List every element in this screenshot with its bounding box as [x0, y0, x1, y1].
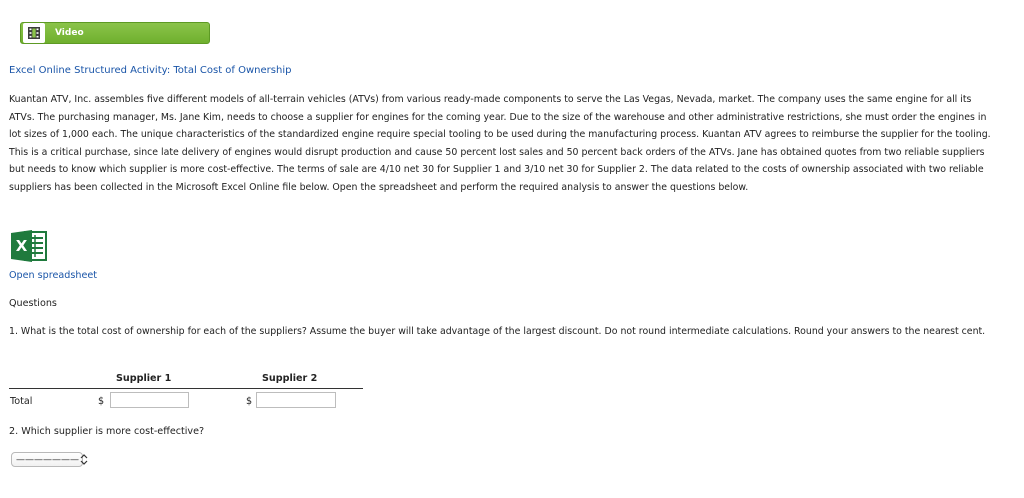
questions-heading: Questions	[9, 298, 57, 309]
question-2-text: 2. Which supplier is more cost-effective?	[9, 426, 205, 437]
excel-icon[interactable]	[10, 229, 48, 263]
activity-title: Excel Online Structured Activity: Total Cost of Ownership	[9, 65, 292, 76]
video-button[interactable]	[20, 22, 210, 44]
supplier-2-total-input[interactable]	[256, 392, 336, 408]
supplier-choice-select[interactable]	[11, 452, 83, 467]
question-1-text: 1. What is the total cost of ownership for each of the suppliers? Assume the buyer will take advantage of the largest discount. Do not round intermediate calculations. Round your answers to the nearest cent.	[9, 326, 986, 337]
supplier-1-currency: $	[98, 396, 105, 407]
supplier-choice-value: ———————	[16, 454, 79, 465]
problem-description: Kuantan ATV, Inc. assembles five different models of all-terrain vehicles (ATVs) from various ready-made components to serve the Las Vegas, Nevada, market. The company uses the same engine for all its ATVs. The purchasing manager, Ms. Jane Kim, needs to choose a supplier for engines for the coming year. Due to the size of the warehouse and other administrative restrictions, she must order the engines in lot sizes of 1,000 each. The unique characteristics of the standardized engine require special tooling to be used during the manufacturing process. Kuantan ATV agrees to reimburse the supplier for the tooling. This is a critical purchase, since late delivery of engines would disrupt production and cause 50 percent lost sales and 50 percent back orders of the ATVs. Jane has obtained quotes from two reliable suppliers but needs to know which supplier is more cost-effective. The terms of sale are 4/10 net 30 for Supplier 1 and 3/10 net 30 for Supplier 2. The data related to the costs of ownership associated with two reliable suppliers has been collected in the Microsoft Excel Online file below. Open the spreadsheet and perform the required analysis to answer the questions below.	[9, 94, 991, 193]
select-arrows-icon	[79, 453, 89, 466]
supplier-1-total-input[interactable]	[110, 392, 189, 408]
film-icon	[23, 23, 45, 43]
total-row-label: Total	[10, 396, 33, 407]
excel-letter: X	[15, 237, 28, 255]
open-spreadsheet-link[interactable]: Open spreadsheet	[9, 270, 98, 281]
table-divider	[9, 388, 363, 389]
supplier-2-currency: $	[246, 396, 253, 407]
video-button-label: Video	[55, 28, 84, 38]
supplier-1-header: Supplier 1	[116, 373, 172, 384]
supplier-2-header: Supplier 2	[262, 373, 318, 384]
